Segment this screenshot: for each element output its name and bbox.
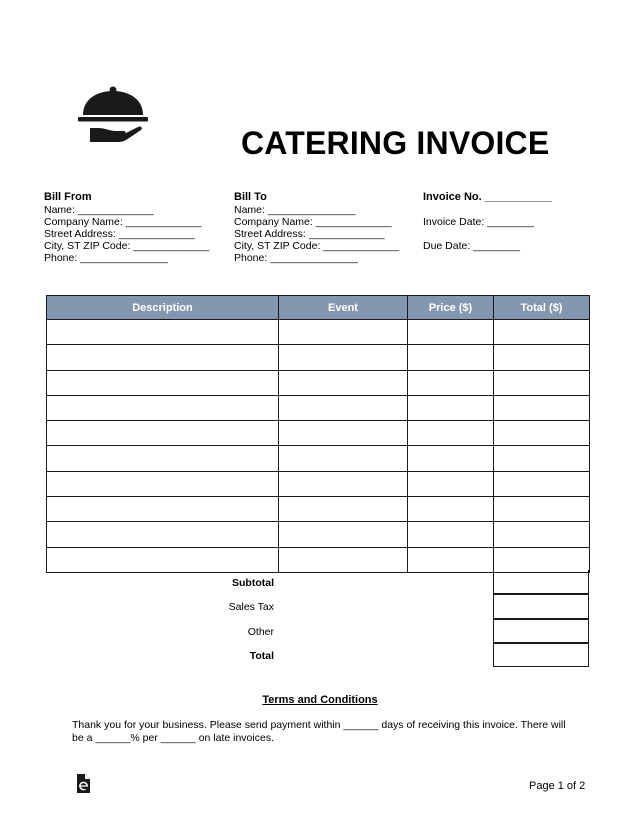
table-row — [47, 395, 590, 420]
page-number: Page 1 of 2 — [529, 780, 586, 792]
table-row — [47, 522, 590, 547]
cell-event[interactable] — [279, 345, 408, 370]
cell-description[interactable] — [47, 522, 279, 547]
cell-description[interactable] — [47, 446, 279, 471]
bill-from-heading: Bill From — [44, 191, 92, 203]
bill-to-name-field[interactable]: Name: _______________ — [234, 204, 356, 216]
bill-to-street-field[interactable]: Street Address: _____________ — [234, 228, 385, 240]
bill-to-phone-field[interactable]: Phone: _______________ — [234, 252, 358, 264]
other-label: Other — [247, 625, 274, 638]
due-date-field[interactable]: Due Date: ________ — [423, 240, 520, 252]
terms-text: Thank you for your business. Please send payment within ______ days of receiving this invoice. There will be a ______% per ______ on late invoices. — [72, 719, 566, 744]
bill-from-name-field[interactable]: Name: _____________ — [44, 204, 154, 216]
cell-description[interactable] — [47, 421, 279, 446]
terms-title: Terms and Conditions — [262, 694, 378, 706]
invoice-date-field[interactable]: Invoice Date: ________ — [423, 216, 534, 228]
cell-event[interactable] — [279, 522, 408, 547]
table-row — [47, 421, 590, 446]
cell-price[interactable] — [408, 471, 494, 496]
cell-description[interactable] — [47, 370, 279, 395]
bill-to-heading: Bill To — [234, 191, 267, 203]
table-row — [47, 446, 590, 471]
line-items-table — [46, 295, 590, 573]
total-label: Total — [249, 649, 274, 662]
cell-description[interactable] — [47, 345, 279, 370]
cell-event[interactable] — [279, 471, 408, 496]
cloche-serving-hand-icon — [76, 84, 150, 146]
column-header-price: Price ($) — [408, 296, 494, 320]
table-row — [47, 547, 590, 572]
cell-price[interactable] — [408, 522, 494, 547]
bill-to-city-field[interactable]: City, ST ZIP Code: _____________ — [234, 240, 400, 252]
cell-total[interactable] — [494, 320, 590, 345]
cell-price[interactable] — [408, 395, 494, 420]
total-cell[interactable] — [493, 643, 589, 667]
cell-total[interactable] — [494, 395, 590, 420]
table-body — [47, 320, 590, 573]
cell-price[interactable] — [408, 345, 494, 370]
cell-event[interactable] — [279, 320, 408, 345]
subtotal-label: Subtotal — [232, 577, 274, 589]
cell-event[interactable] — [279, 547, 408, 572]
cell-total[interactable] — [494, 446, 590, 471]
invoice-meta-block — [423, 191, 552, 264]
cell-event[interactable] — [279, 421, 408, 446]
cell-description[interactable] — [47, 497, 279, 522]
eforms-logo-icon — [76, 774, 90, 793]
table-header-row — [47, 296, 590, 320]
cell-total[interactable] — [494, 497, 590, 522]
cell-price[interactable] — [408, 370, 494, 395]
bill-from-city-field[interactable]: City, ST ZIP Code: _____________ — [44, 240, 210, 252]
bill-to-block — [234, 191, 399, 264]
bill-from-block — [44, 191, 209, 264]
bill-from-street-field[interactable]: Street Address: _____________ — [44, 228, 195, 240]
invoice-number-field[interactable]: Invoice No. ___________ — [423, 191, 553, 203]
table-row — [47, 497, 590, 522]
cell-total[interactable] — [494, 421, 590, 446]
sales-tax-cell[interactable] — [493, 594, 589, 618]
invoice-title: CATERING INVOICE — [241, 125, 550, 161]
cell-event[interactable] — [279, 497, 408, 522]
cell-total[interactable] — [494, 471, 590, 496]
cell-total[interactable] — [494, 370, 590, 395]
cell-description[interactable] — [47, 547, 279, 572]
cell-event[interactable] — [279, 446, 408, 471]
column-header-total: Total ($) — [494, 296, 590, 320]
table-row — [47, 320, 590, 345]
cell-description[interactable] — [47, 471, 279, 496]
cell-description[interactable] — [47, 395, 279, 420]
bill-from-company-field[interactable]: Company Name: _____________ — [44, 216, 202, 228]
cell-description[interactable] — [47, 320, 279, 345]
table-row — [47, 370, 590, 395]
cell-price[interactable] — [408, 421, 494, 446]
subtotal-cell[interactable] — [493, 570, 589, 594]
cell-total[interactable] — [494, 547, 590, 572]
table-row — [47, 471, 590, 496]
column-header-event: Event — [279, 296, 408, 320]
cell-price[interactable] — [408, 446, 494, 471]
sales-tax-label: Sales Tax — [228, 601, 274, 614]
table-row — [47, 345, 590, 370]
other-cell[interactable] — [493, 619, 589, 643]
cell-event[interactable] — [279, 370, 408, 395]
cell-total[interactable] — [494, 345, 590, 370]
cell-total[interactable] — [494, 522, 590, 547]
column-header-description: Description — [47, 296, 279, 320]
cell-event[interactable] — [279, 395, 408, 420]
bill-to-company-field[interactable]: Company Name: _____________ — [234, 216, 392, 228]
bill-from-phone-field[interactable]: Phone: _______________ — [44, 252, 168, 264]
cell-price[interactable] — [408, 497, 494, 522]
cell-price[interactable] — [408, 320, 494, 345]
cell-price[interactable] — [408, 547, 494, 572]
